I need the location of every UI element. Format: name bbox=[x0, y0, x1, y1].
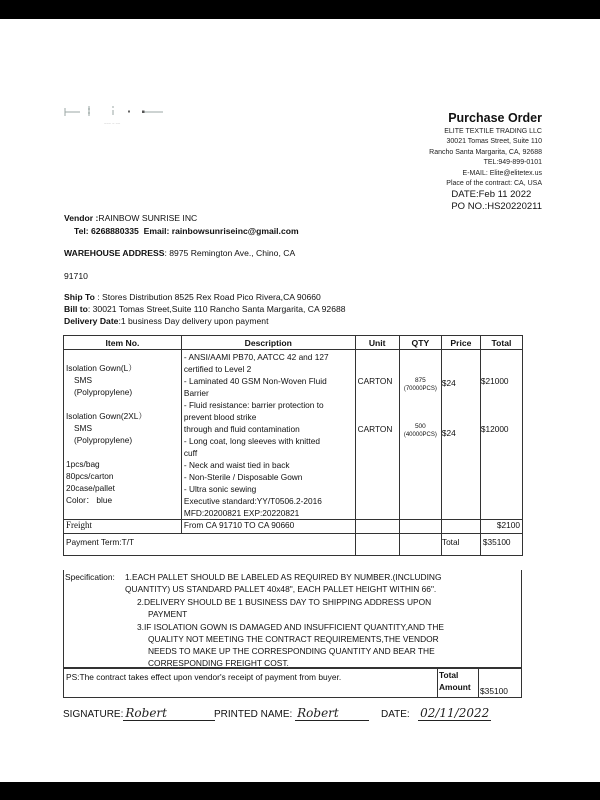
vendor-tel-label: Tel: bbox=[74, 226, 92, 236]
total-cell bbox=[480, 350, 522, 520]
freight-label: Freight bbox=[64, 520, 182, 534]
spec-line: CORRESPONDING FREIGHT COST. bbox=[148, 658, 289, 668]
desc-line: - Long coat, long sleeves with knitted bbox=[183, 436, 320, 446]
item-2-polypropylene: (Polypropylene) bbox=[74, 435, 133, 445]
row-2-total: $12000 bbox=[480, 424, 509, 434]
company-email: E-MAIL: Elite@elitetex.us bbox=[462, 169, 542, 177]
table-row bbox=[64, 350, 523, 520]
printed-name-field bbox=[214, 706, 369, 721]
signature-value: Robert bbox=[123, 706, 215, 721]
warehouse-address bbox=[64, 248, 295, 258]
row-1-qty: 875 bbox=[414, 377, 426, 384]
vendor-name: RAINBOW SUNRISE INC bbox=[98, 213, 198, 223]
item-color: Color： blue bbox=[66, 495, 113, 505]
bottom-black-bar bbox=[0, 782, 600, 800]
description-cell bbox=[181, 350, 355, 520]
pack-per-carton: 80pcs/carton bbox=[66, 471, 114, 481]
total-amount-label bbox=[437, 669, 480, 697]
desc-line: - Ultra sonic sewing bbox=[183, 484, 257, 494]
row-2-qty-pcs: (40000PCS) bbox=[403, 432, 437, 438]
vendor-email: rainbowsunriseinc@gmail.com bbox=[171, 226, 299, 236]
item-1-name: Isolation Gown(L） bbox=[66, 363, 137, 373]
item-1-polypropylene: (Polypropylene) bbox=[74, 387, 133, 397]
desc-line: MFD:20200821 EXP:20220821 bbox=[183, 508, 300, 518]
warehouse-label: WAREHOUSE ADDRESS bbox=[64, 248, 165, 258]
unit-cell bbox=[355, 350, 399, 520]
company-logo bbox=[62, 100, 172, 128]
freight-row bbox=[64, 520, 523, 534]
col-header-total: Total bbox=[480, 336, 522, 350]
delivery-date-value: :1 business Day delivery upon payment bbox=[118, 316, 269, 326]
bill-to bbox=[64, 304, 346, 314]
item-cell bbox=[64, 350, 182, 520]
date-label: DATE: bbox=[381, 709, 410, 720]
po-date: DATE:Feb 11 2022 bbox=[451, 189, 532, 201]
company-address-2: Rancho Santa Margarita, CA, 92688 bbox=[429, 148, 542, 156]
desc-line: - Neck and waist tied in back bbox=[183, 460, 290, 470]
row-1-qty-pcs: (70000PCS) bbox=[403, 386, 437, 392]
signature-label: SIGNATURE: bbox=[63, 709, 124, 720]
row-1-total: $21000 bbox=[480, 376, 509, 386]
desc-line: - Fluid resistance: barrier protection to bbox=[183, 400, 324, 410]
specification-label: Specification: bbox=[65, 572, 115, 582]
row-1-price: $24 bbox=[441, 378, 456, 388]
desc-line: - Laminated 40 GSM Non-Woven Fluid bbox=[183, 376, 327, 386]
desc-line: Executive standard:YY/T0506.2-2016 bbox=[183, 496, 322, 506]
desc-line: through and fluid contamination bbox=[183, 424, 300, 434]
freight-route: From CA 91710 TO CA 90660 bbox=[181, 520, 355, 534]
spec-line: 2.DELIVERY SHOULD BE 1 BUSINESS DAY TO SHIPPING ADDRESS UPON bbox=[137, 597, 432, 607]
date-field bbox=[381, 706, 491, 721]
total-amount-label-line-2: Amount bbox=[439, 682, 471, 692]
spec-line: QUALITY NOT MEETING THE CONTRACT REQUIREMENTS,THE VENDOR bbox=[148, 634, 439, 644]
desc-line: cuff bbox=[183, 448, 198, 458]
ps-text: PS:The contract takes effect upon vendor's receipt of payment from buyer. bbox=[66, 672, 342, 682]
row-2-qty: 500 bbox=[414, 423, 426, 430]
printed-name-label: PRINTED NAME: bbox=[214, 709, 293, 720]
item-2-name: Isolation Gown(2XL） bbox=[66, 411, 147, 421]
company-address-1: 30021 Tomas Street, Suite 110 bbox=[446, 138, 542, 146]
col-header-price: Price bbox=[441, 336, 480, 350]
desc-line: - ANSI/AAMI PB70, AATCC 42 and 127 bbox=[183, 352, 329, 362]
items-table bbox=[63, 335, 523, 556]
warehouse-zip: 91710 bbox=[64, 271, 88, 281]
col-header-qty: QTY bbox=[399, 336, 441, 350]
bill-to-label: Bill to bbox=[64, 304, 88, 314]
freight-total: $2100 bbox=[480, 520, 522, 534]
payment-term: Payment Term:T/T bbox=[64, 534, 356, 556]
desc-line: certified to Level 2 bbox=[183, 364, 252, 374]
delivery-date bbox=[64, 316, 268, 326]
payment-row bbox=[64, 534, 523, 556]
delivery-date-label: Delivery Date bbox=[64, 316, 119, 326]
row-2-price: $24 bbox=[441, 428, 456, 438]
bill-to-address: : 30021 Tomas Street,Suite 110 Rancho Santa Margarita, CA 92688 bbox=[87, 304, 346, 314]
item-2-material: SMS bbox=[74, 423, 92, 433]
spec-line: 1.EACH PALLET SHOULD BE LABELED AS REQUIRED BY NUMBER.(INCLUDING bbox=[125, 572, 442, 582]
spec-line: QUANTITY) US STANDARD PALLET 40x48", EACH PALLET HEIGHT WITHIN 66". bbox=[125, 584, 437, 594]
printed-name-value: Robert bbox=[295, 706, 369, 721]
desc-line: prevent blood strike bbox=[183, 412, 257, 422]
table-header-row bbox=[64, 336, 523, 350]
svg-text:~~~ ~ ~~: ~~~ ~ ~~ bbox=[104, 121, 121, 126]
total-amount-cell bbox=[478, 669, 523, 697]
company-name: ELITE TEXTILE TRADING LLC bbox=[444, 128, 542, 135]
vendor-label: Vendor : bbox=[64, 213, 99, 223]
ship-to-address: : Stores Distribution 8525 Rex Road Pico Rivera,CA 90660 bbox=[94, 292, 321, 302]
spec-line: PAYMENT bbox=[148, 609, 188, 619]
company-tel: TEL:949-899-0101 bbox=[483, 159, 542, 167]
ship-to-label: Ship To bbox=[64, 292, 95, 302]
total-amount-label-line-1: Total bbox=[439, 670, 459, 680]
grand-total: $35100 bbox=[480, 534, 522, 556]
item-1-material: SMS bbox=[74, 375, 92, 385]
signature-field bbox=[63, 706, 215, 721]
row-1-unit: CARTON bbox=[357, 376, 393, 386]
pack-per-pallet: 20case/pallet bbox=[66, 483, 115, 493]
total-amount-value: $35100 bbox=[480, 686, 508, 696]
col-header-unit: Unit bbox=[355, 336, 399, 350]
top-black-bar bbox=[0, 0, 600, 19]
desc-line: Barrier bbox=[183, 388, 209, 398]
spec-line: 3.IF ISOLATION GOWN IS DAMAGED AND INSUFFICIENT QUANTITY,AND THE bbox=[137, 622, 444, 632]
vendor-line bbox=[64, 213, 197, 223]
ship-to bbox=[64, 292, 321, 302]
desc-line: - Non-Sterile / Disposable Gown bbox=[183, 472, 303, 482]
specification-box bbox=[63, 570, 522, 668]
grand-total-label: Total bbox=[441, 534, 480, 556]
po-number: PO NO.:HS20220211 bbox=[451, 201, 542, 213]
pack-per-bag: 1pcs/bag bbox=[66, 459, 100, 469]
vendor-email-label: Email: bbox=[143, 226, 172, 236]
document-title: Purchase Order bbox=[448, 111, 542, 125]
spec-line: NEEDS TO MAKE UP THE CORRESPONDING QUANTITY AND BEAR THE bbox=[148, 646, 435, 656]
po-header bbox=[429, 110, 542, 214]
vendor-tel: 6268880335 bbox=[91, 226, 139, 236]
ps-row bbox=[63, 668, 522, 698]
col-header-description: Description bbox=[181, 336, 355, 350]
date-value: 02/11/2022 bbox=[420, 706, 490, 720]
col-header-item: Item No. bbox=[64, 336, 182, 350]
price-cell bbox=[441, 350, 480, 520]
qty-cell bbox=[399, 350, 441, 520]
contract-place: Place of the contract: CA, USA bbox=[446, 180, 542, 188]
vendor-contact bbox=[74, 226, 299, 236]
row-2-unit: CARTON bbox=[357, 424, 393, 434]
warehouse-street: : 8975 Remington Ave., Chino, CA bbox=[164, 248, 296, 258]
